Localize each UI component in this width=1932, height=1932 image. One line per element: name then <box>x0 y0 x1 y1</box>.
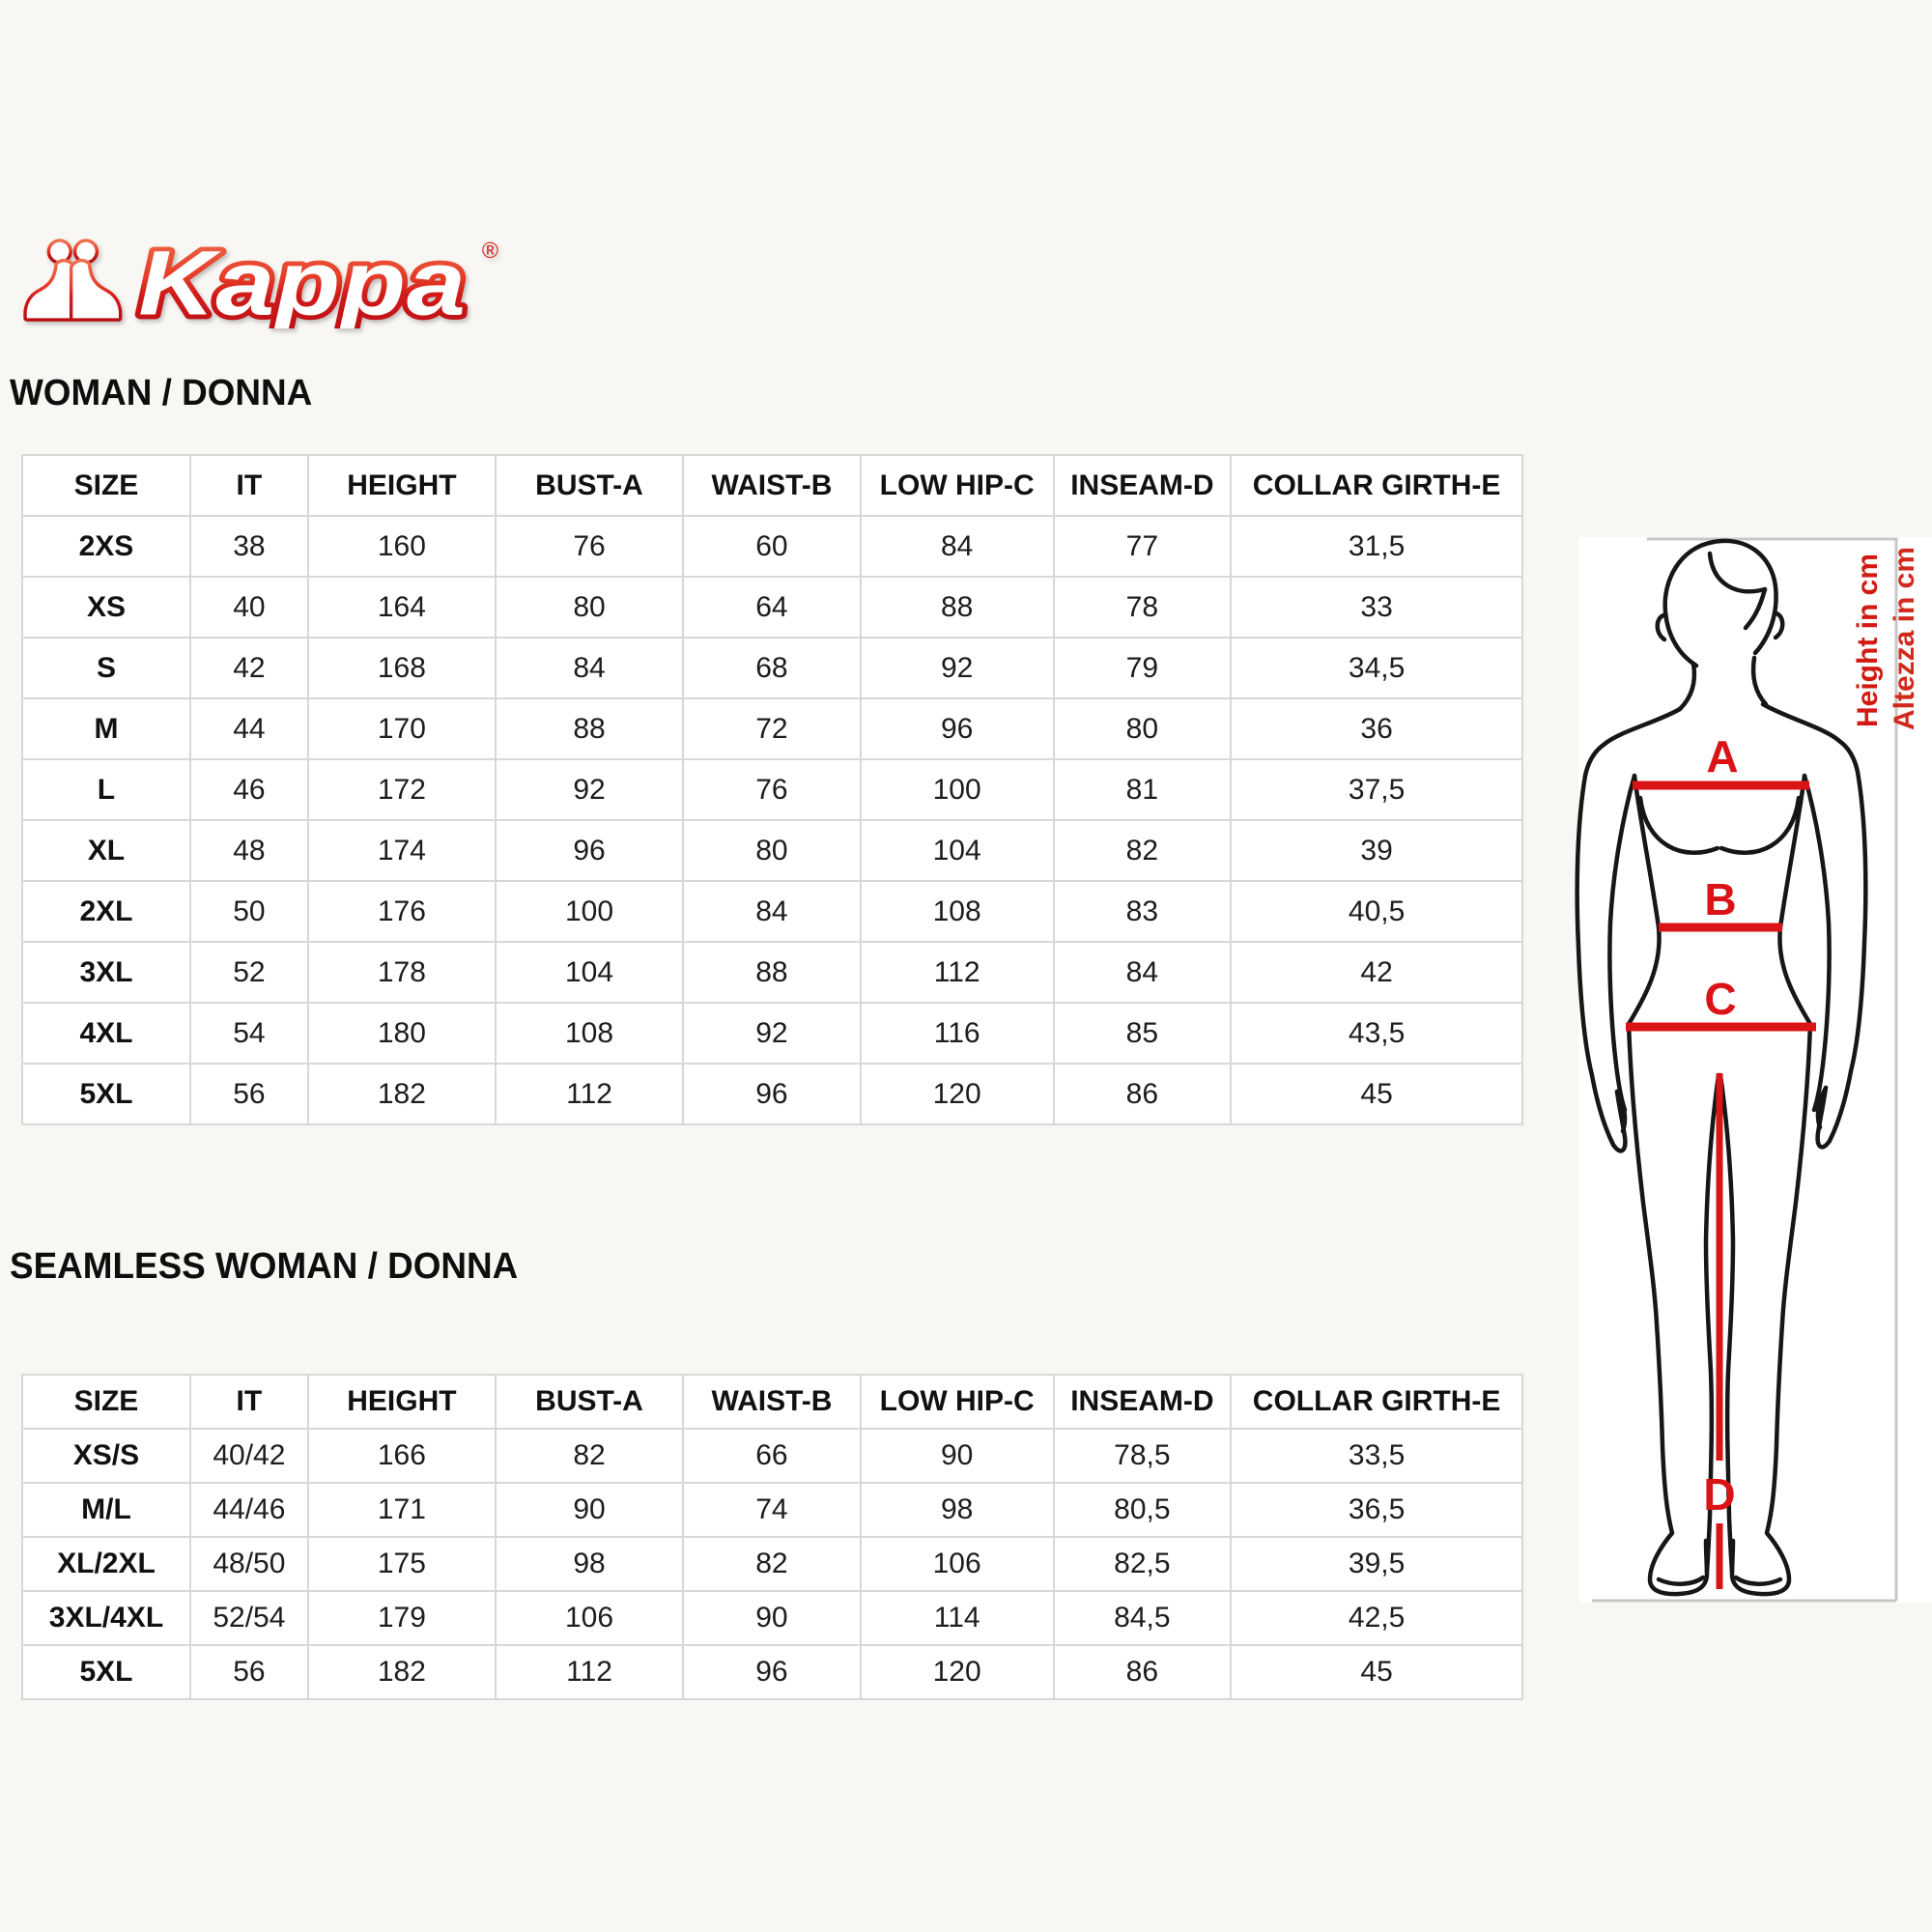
column-header: IT <box>190 455 308 516</box>
value-cell: 33 <box>1231 577 1522 638</box>
value-cell: 180 <box>308 1003 496 1064</box>
table-row <box>22 1645 1522 1699</box>
value-cell: 52/54 <box>190 1591 308 1645</box>
value-cell: 88 <box>683 942 861 1003</box>
table-row <box>22 516 1522 577</box>
value-cell: 84 <box>1054 942 1232 1003</box>
kappa-logo <box>15 230 513 328</box>
value-cell: 80,5 <box>1054 1483 1232 1537</box>
value-cell: 78,5 <box>1054 1429 1232 1483</box>
size-cell: L <box>22 759 190 820</box>
value-cell: 86 <box>1054 1645 1232 1699</box>
size-table-woman <box>21 454 1523 1125</box>
value-cell: 114 <box>861 1591 1054 1645</box>
value-cell: 182 <box>308 1645 496 1699</box>
value-cell: 172 <box>308 759 496 820</box>
header-row <box>22 455 1522 516</box>
value-cell: 40/42 <box>190 1429 308 1483</box>
label-bust-a: A <box>1706 731 1739 781</box>
column-header: WAIST-B <box>683 455 861 516</box>
value-cell: 39 <box>1231 820 1522 881</box>
value-cell: 34,5 <box>1231 638 1522 698</box>
body-figure-graphic <box>1565 526 1932 1657</box>
value-cell: 74 <box>683 1483 861 1537</box>
value-cell: 84 <box>683 881 861 942</box>
label-waist-b: B <box>1704 874 1737 924</box>
table-row <box>22 1064 1522 1124</box>
value-cell: 175 <box>308 1537 496 1591</box>
body-measurement-figure <box>1565 526 1932 1657</box>
value-cell: 82 <box>496 1429 683 1483</box>
value-cell: 76 <box>683 759 861 820</box>
size-cell: 5XL <box>22 1064 190 1124</box>
column-header: COLLAR GIRTH-E <box>1231 455 1522 516</box>
table-row <box>22 1483 1522 1537</box>
column-header: LOW HIP-C <box>861 455 1054 516</box>
value-cell: 104 <box>496 942 683 1003</box>
column-header: INSEAM-D <box>1054 1375 1232 1429</box>
value-cell: 56 <box>190 1645 308 1699</box>
value-cell: 90 <box>496 1483 683 1537</box>
value-cell: 90 <box>861 1429 1054 1483</box>
value-cell: 96 <box>861 698 1054 759</box>
value-cell: 112 <box>496 1645 683 1699</box>
value-cell: 60 <box>683 516 861 577</box>
value-cell: 84 <box>496 638 683 698</box>
size-cell: 3XL <box>22 942 190 1003</box>
value-cell: 56 <box>190 1064 308 1124</box>
height-note-it: Altezza in cm <box>1889 546 1920 731</box>
value-cell: 66 <box>683 1429 861 1483</box>
value-cell: 52 <box>190 942 308 1003</box>
column-header: HEIGHT <box>308 1375 496 1429</box>
value-cell: 174 <box>308 820 496 881</box>
height-note-en: Height in cm <box>1852 553 1884 728</box>
value-cell: 33,5 <box>1231 1429 1522 1483</box>
value-cell: 170 <box>308 698 496 759</box>
table-row <box>22 881 1522 942</box>
value-cell: 112 <box>496 1064 683 1124</box>
size-cell: S <box>22 638 190 698</box>
value-cell: 83 <box>1054 881 1232 942</box>
size-cell: XS/S <box>22 1429 190 1483</box>
value-cell: 84,5 <box>1054 1591 1232 1645</box>
value-cell: 40,5 <box>1231 881 1522 942</box>
label-inseam-d: D <box>1703 1469 1736 1520</box>
value-cell: 100 <box>861 759 1054 820</box>
table-row <box>22 759 1522 820</box>
value-cell: 112 <box>861 942 1054 1003</box>
value-cell: 166 <box>308 1429 496 1483</box>
column-header: SIZE <box>22 455 190 516</box>
column-header: BUST-A <box>496 1375 683 1429</box>
column-header: WAIST-B <box>683 1375 861 1429</box>
value-cell: 100 <box>496 881 683 942</box>
value-cell: 79 <box>1054 638 1232 698</box>
value-cell: 68 <box>683 638 861 698</box>
size-cell: M <box>22 698 190 759</box>
value-cell: 106 <box>496 1591 683 1645</box>
value-cell: 48/50 <box>190 1537 308 1591</box>
table-row <box>22 638 1522 698</box>
value-cell: 96 <box>496 820 683 881</box>
value-cell: 106 <box>861 1537 1054 1591</box>
value-cell: 77 <box>1054 516 1232 577</box>
size-cell: 3XL/4XL <box>22 1591 190 1645</box>
value-cell: 104 <box>861 820 1054 881</box>
kappa-omini-icon <box>27 242 119 319</box>
size-cell: XL/2XL <box>22 1537 190 1591</box>
value-cell: 82 <box>1054 820 1232 881</box>
value-cell: 176 <box>308 881 496 942</box>
value-cell: 80 <box>683 820 861 881</box>
table-row <box>22 942 1522 1003</box>
value-cell: 86 <box>1054 1064 1232 1124</box>
value-cell: 42 <box>190 638 308 698</box>
size-cell: 5XL <box>22 1645 190 1699</box>
value-cell: 96 <box>683 1645 861 1699</box>
value-cell: 72 <box>683 698 861 759</box>
kappa-brand-text: Kappa <box>138 232 467 328</box>
value-cell: 88 <box>861 577 1054 638</box>
value-cell: 50 <box>190 881 308 942</box>
value-cell: 54 <box>190 1003 308 1064</box>
value-cell: 160 <box>308 516 496 577</box>
value-cell: 96 <box>683 1064 861 1124</box>
value-cell: 178 <box>308 942 496 1003</box>
value-cell: 31,5 <box>1231 516 1522 577</box>
value-cell: 80 <box>496 577 683 638</box>
value-cell: 78 <box>1054 577 1232 638</box>
column-header: COLLAR GIRTH-E <box>1231 1375 1522 1429</box>
table-row <box>22 577 1522 638</box>
value-cell: 45 <box>1231 1064 1522 1124</box>
value-cell: 168 <box>308 638 496 698</box>
value-cell: 182 <box>308 1064 496 1124</box>
section-title-woman: WOMAN / DONNA <box>10 373 313 413</box>
value-cell: 120 <box>861 1064 1054 1124</box>
size-cell: 4XL <box>22 1003 190 1064</box>
value-cell: 90 <box>683 1591 861 1645</box>
column-header: HEIGHT <box>308 455 496 516</box>
value-cell: 36 <box>1231 698 1522 759</box>
value-cell: 92 <box>861 638 1054 698</box>
value-cell: 37,5 <box>1231 759 1522 820</box>
table-row <box>22 1429 1522 1483</box>
size-cell: M/L <box>22 1483 190 1537</box>
registered-trademark-icon: ® <box>481 238 499 264</box>
value-cell: 98 <box>496 1537 683 1591</box>
value-cell: 82 <box>683 1537 861 1591</box>
value-cell: 44/46 <box>190 1483 308 1537</box>
column-header: LOW HIP-C <box>861 1375 1054 1429</box>
column-header: IT <box>190 1375 308 1429</box>
value-cell: 120 <box>861 1645 1054 1699</box>
column-header: SIZE <box>22 1375 190 1429</box>
value-cell: 85 <box>1054 1003 1232 1064</box>
size-cell: XL <box>22 820 190 881</box>
value-cell: 36,5 <box>1231 1483 1522 1537</box>
table-row <box>22 1537 1522 1591</box>
value-cell: 88 <box>496 698 683 759</box>
value-cell: 171 <box>308 1483 496 1537</box>
value-cell: 45 <box>1231 1645 1522 1699</box>
column-header: BUST-A <box>496 455 683 516</box>
header-row <box>22 1375 1522 1429</box>
value-cell: 40 <box>190 577 308 638</box>
value-cell: 64 <box>683 577 861 638</box>
table-row <box>22 1003 1522 1064</box>
value-cell: 38 <box>190 516 308 577</box>
kappa-logo-graphic <box>15 230 513 328</box>
value-cell: 42 <box>1231 942 1522 1003</box>
size-cell: XS <box>22 577 190 638</box>
value-cell: 81 <box>1054 759 1232 820</box>
size-table-seamless-woman <box>21 1374 1523 1700</box>
table-row <box>22 820 1522 881</box>
table-row <box>22 1591 1522 1645</box>
value-cell: 39,5 <box>1231 1537 1522 1591</box>
value-cell: 80 <box>1054 698 1232 759</box>
value-cell: 46 <box>190 759 308 820</box>
value-cell: 92 <box>683 1003 861 1064</box>
value-cell: 82,5 <box>1054 1537 1232 1591</box>
size-cell: 2XL <box>22 881 190 942</box>
value-cell: 92 <box>496 759 683 820</box>
value-cell: 98 <box>861 1483 1054 1537</box>
value-cell: 76 <box>496 516 683 577</box>
value-cell: 116 <box>861 1003 1054 1064</box>
label-low-hip-c: C <box>1704 974 1737 1024</box>
section-title-seamless-woman: SEAMLESS WOMAN / DONNA <box>10 1246 519 1287</box>
value-cell: 44 <box>190 698 308 759</box>
value-cell: 42,5 <box>1231 1591 1522 1645</box>
value-cell: 179 <box>308 1591 496 1645</box>
size-cell: 2XS <box>22 516 190 577</box>
value-cell: 108 <box>861 881 1054 942</box>
value-cell: 164 <box>308 577 496 638</box>
value-cell: 84 <box>861 516 1054 577</box>
value-cell: 43,5 <box>1231 1003 1522 1064</box>
kappa-wordmark <box>138 232 498 328</box>
table-row <box>22 698 1522 759</box>
value-cell: 48 <box>190 820 308 881</box>
value-cell: 108 <box>496 1003 683 1064</box>
column-header: INSEAM-D <box>1054 455 1232 516</box>
